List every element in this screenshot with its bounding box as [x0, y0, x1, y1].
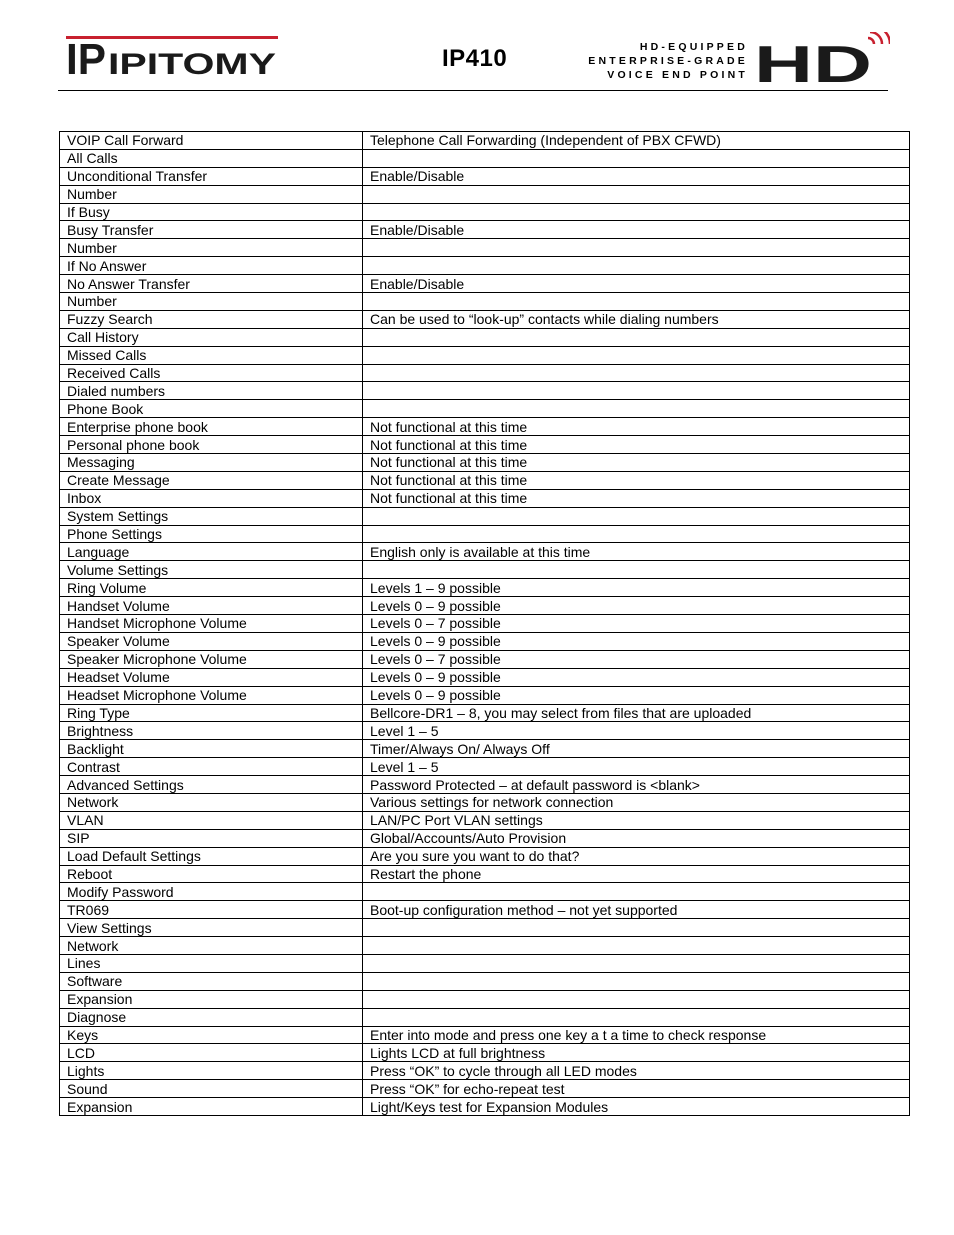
- setting-name-cell: Brightness: [60, 722, 363, 740]
- setting-name-cell: Personal phone book: [60, 436, 363, 454]
- table-row: [60, 1008, 910, 1026]
- table-row: [60, 847, 910, 865]
- table-row: [60, 418, 910, 436]
- setting-description-cell: Press “OK” to cycle through all LED modes: [363, 1062, 910, 1080]
- setting-description-cell: Levels 0 – 9 possible: [363, 686, 910, 704]
- setting-name-cell: Missed Calls: [60, 346, 363, 364]
- setting-description-cell: Password Protected – at default password is <blank>: [363, 776, 910, 794]
- setting-name-cell: Software: [60, 972, 363, 990]
- setting-description-cell: Level 1 – 5: [363, 758, 910, 776]
- table-row: [60, 954, 910, 972]
- table-row: [60, 919, 910, 937]
- setting-description-cell: [363, 257, 910, 275]
- table-row: [60, 901, 910, 919]
- tagline-line-3: VOICE END POINT: [607, 69, 748, 81]
- setting-description-cell: Press “OK” for echo-repeat test: [363, 1080, 910, 1098]
- setting-description-cell: Enter into mode and press one key a t a time to check response: [363, 1026, 910, 1044]
- setting-description-cell: Telephone Call Forwarding (Independent of PBX CFWD): [363, 132, 910, 150]
- table-row: [60, 221, 910, 239]
- table-row: [60, 454, 910, 472]
- setting-name-cell: Number: [60, 185, 363, 203]
- setting-description-cell: Various settings for network connection: [363, 793, 910, 811]
- table-row: [60, 615, 910, 633]
- setting-description-cell: [363, 525, 910, 543]
- setting-name-cell: Reboot: [60, 865, 363, 883]
- setting-description-cell: Levels 0 – 9 possible: [363, 668, 910, 686]
- setting-description-cell: [363, 937, 910, 955]
- setting-name-cell: Number: [60, 239, 363, 257]
- settings-table: [59, 131, 910, 1116]
- table-row: [60, 525, 910, 543]
- setting-name-cell: Handset Microphone Volume: [60, 615, 363, 633]
- setting-description-cell: Light/Keys test for Expansion Modules: [363, 1098, 910, 1116]
- setting-description-cell: Levels 0 – 9 possible: [363, 597, 910, 615]
- setting-name-cell: Number: [60, 293, 363, 311]
- setting-name-cell: View Settings: [60, 919, 363, 937]
- setting-description-cell: [363, 293, 910, 311]
- table-row: [60, 650, 910, 668]
- table-row: [60, 1098, 910, 1116]
- setting-name-cell: Received Calls: [60, 364, 363, 382]
- setting-name-cell: Create Message: [60, 471, 363, 489]
- table-row: [60, 149, 910, 167]
- table-row: [60, 471, 910, 489]
- setting-description-cell: LAN/PC Port VLAN settings: [363, 811, 910, 829]
- setting-name-cell: Network: [60, 937, 363, 955]
- table-row: [60, 883, 910, 901]
- table-row: [60, 293, 910, 311]
- setting-description-cell: Not functional at this time: [363, 436, 910, 454]
- setting-description-cell: [363, 346, 910, 364]
- setting-description-cell: Not functional at this time: [363, 471, 910, 489]
- setting-name-cell: Ring Volume: [60, 579, 363, 597]
- setting-description-cell: Levels 0 – 9 possible: [363, 632, 910, 650]
- setting-name-cell: SIP: [60, 829, 363, 847]
- setting-description-cell: [363, 149, 910, 167]
- setting-description-cell: [363, 990, 910, 1008]
- setting-description-cell: Bellcore-DR1 – 8, you may select from files that are uploaded: [363, 704, 910, 722]
- table-row: [60, 937, 910, 955]
- table-row: [60, 436, 910, 454]
- setting-description-cell: Timer/Always On/ Always Off: [363, 740, 910, 758]
- table-row: [60, 1080, 910, 1098]
- table-row: [60, 990, 910, 1008]
- table-row: [60, 686, 910, 704]
- setting-description-cell: Level 1 – 5: [363, 722, 910, 740]
- setting-description-cell: [363, 400, 910, 418]
- setting-name-cell: Speaker Volume: [60, 632, 363, 650]
- setting-name-cell: LCD: [60, 1044, 363, 1062]
- setting-description-cell: Global/Accounts/Auto Provision: [363, 829, 910, 847]
- table-row: [60, 382, 910, 400]
- table-row: [60, 722, 910, 740]
- setting-name-cell: System Settings: [60, 507, 363, 525]
- table-row: [60, 489, 910, 507]
- table-row: [60, 1062, 910, 1080]
- setting-description-cell: Not functional at this time: [363, 418, 910, 436]
- table-row: [60, 1026, 910, 1044]
- setting-description-cell: Enable/Disable: [363, 275, 910, 293]
- table-row: [60, 740, 910, 758]
- setting-name-cell: Lights: [60, 1062, 363, 1080]
- setting-name-cell: Diagnose: [60, 1008, 363, 1026]
- setting-description-cell: Enable/Disable: [363, 167, 910, 185]
- svg-text:IPITOMY: IPITOMY: [108, 48, 276, 80]
- setting-name-cell: Lines: [60, 954, 363, 972]
- setting-name-cell: VOIP Call Forward: [60, 132, 363, 150]
- setting-description-cell: [363, 328, 910, 346]
- setting-description-cell: Not functional at this time: [363, 489, 910, 507]
- table-row: [60, 561, 910, 579]
- setting-name-cell: Advanced Settings: [60, 776, 363, 794]
- setting-name-cell: Headset Volume: [60, 668, 363, 686]
- setting-description-cell: [363, 203, 910, 221]
- table-row: [60, 167, 910, 185]
- setting-name-cell: Phone Settings: [60, 525, 363, 543]
- table-row: [60, 203, 910, 221]
- setting-name-cell: All Calls: [60, 149, 363, 167]
- setting-name-cell: Expansion: [60, 1098, 363, 1116]
- setting-description-cell: [363, 364, 910, 382]
- setting-name-cell: Keys: [60, 1026, 363, 1044]
- setting-description-cell: [363, 1008, 910, 1026]
- setting-description-cell: Levels 0 – 7 possible: [363, 650, 910, 668]
- setting-name-cell: Call History: [60, 328, 363, 346]
- setting-name-cell: If No Answer: [60, 257, 363, 275]
- tagline-line-1: HD-EQUIPPED: [639, 41, 748, 53]
- setting-description-cell: [363, 239, 910, 257]
- setting-name-cell: Volume Settings: [60, 561, 363, 579]
- setting-description-cell: [363, 954, 910, 972]
- table-row: [60, 239, 910, 257]
- setting-name-cell: Headset Microphone Volume: [60, 686, 363, 704]
- setting-name-cell: Language: [60, 543, 363, 561]
- table-row: [60, 543, 910, 561]
- setting-description-cell: Restart the phone: [363, 865, 910, 883]
- table-row: [60, 275, 910, 293]
- setting-name-cell: VLAN: [60, 811, 363, 829]
- table-row: [60, 257, 910, 275]
- setting-name-cell: Phone Book: [60, 400, 363, 418]
- setting-description-cell: [363, 561, 910, 579]
- page-header: [58, 28, 888, 90]
- setting-name-cell: Handset Volume: [60, 597, 363, 615]
- table-row: [60, 132, 910, 150]
- table-row: [60, 758, 910, 776]
- setting-description-cell: Enable/Disable: [363, 221, 910, 239]
- setting-description-cell: [363, 883, 910, 901]
- setting-description-cell: Levels 1 – 9 possible: [363, 579, 910, 597]
- setting-description-cell: [363, 507, 910, 525]
- setting-description-cell: Are you sure you want to do that?: [363, 847, 910, 865]
- table-row: [60, 1044, 910, 1062]
- setting-name-cell: TR069: [60, 901, 363, 919]
- setting-name-cell: Speaker Microphone Volume: [60, 650, 363, 668]
- setting-description-cell: [363, 382, 910, 400]
- table-row: [60, 185, 910, 203]
- header-divider: [58, 90, 888, 91]
- tagline-line-2: ENTERPRISE-GRADE: [588, 55, 748, 67]
- setting-name-cell: Unconditional Transfer: [60, 167, 363, 185]
- product-tagline: [578, 40, 748, 82]
- setting-description-cell: [363, 972, 910, 990]
- page-title: IP410: [442, 45, 508, 72]
- table-row: [60, 579, 910, 597]
- setting-name-cell: Messaging: [60, 454, 363, 472]
- setting-description-cell: English only is available at this time: [363, 543, 910, 561]
- setting-name-cell: Expansion: [60, 990, 363, 1008]
- ipitomy-logo: [66, 30, 278, 80]
- setting-description-cell: [363, 185, 910, 203]
- setting-description-cell: Boot-up configuration method – not yet supported: [363, 901, 910, 919]
- settings-table-body: [60, 132, 910, 1116]
- setting-name-cell: Load Default Settings: [60, 847, 363, 865]
- setting-name-cell: Network: [60, 793, 363, 811]
- table-row: [60, 668, 910, 686]
- table-row: [60, 793, 910, 811]
- setting-description-cell: Can be used to “look-up” contacts while dialing numbers: [363, 310, 910, 328]
- table-row: [60, 597, 910, 615]
- table-row: [60, 829, 910, 847]
- setting-description-cell: [363, 919, 910, 937]
- setting-name-cell: If Busy: [60, 203, 363, 221]
- setting-description-cell: Levels 0 – 7 possible: [363, 615, 910, 633]
- setting-name-cell: Contrast: [60, 758, 363, 776]
- table-row: [60, 704, 910, 722]
- table-row: [60, 811, 910, 829]
- table-row: [60, 346, 910, 364]
- setting-name-cell: Modify Password: [60, 883, 363, 901]
- svg-text:HD: HD: [754, 36, 872, 84]
- table-row: [60, 364, 910, 382]
- table-row: [60, 328, 910, 346]
- svg-text:IP: IP: [66, 35, 106, 80]
- setting-name-cell: No Answer Transfer: [60, 275, 363, 293]
- setting-name-cell: Ring Type: [60, 704, 363, 722]
- setting-name-cell: Backlight: [60, 740, 363, 758]
- setting-name-cell: Fuzzy Search: [60, 310, 363, 328]
- setting-name-cell: Dialed numbers: [60, 382, 363, 400]
- setting-description-cell: Lights LCD at full brightness: [363, 1044, 910, 1062]
- table-row: [60, 507, 910, 525]
- table-row: [60, 776, 910, 794]
- setting-description-cell: Not functional at this time: [363, 454, 910, 472]
- setting-name-cell: Enterprise phone book: [60, 418, 363, 436]
- setting-name-cell: Sound: [60, 1080, 363, 1098]
- table-row: [60, 632, 910, 650]
- table-row: [60, 865, 910, 883]
- setting-name-cell: Inbox: [60, 489, 363, 507]
- table-row: [60, 972, 910, 990]
- hd-badge-icon: [754, 32, 890, 84]
- table-row: [60, 310, 910, 328]
- table-row: [60, 400, 910, 418]
- setting-name-cell: Busy Transfer: [60, 221, 363, 239]
